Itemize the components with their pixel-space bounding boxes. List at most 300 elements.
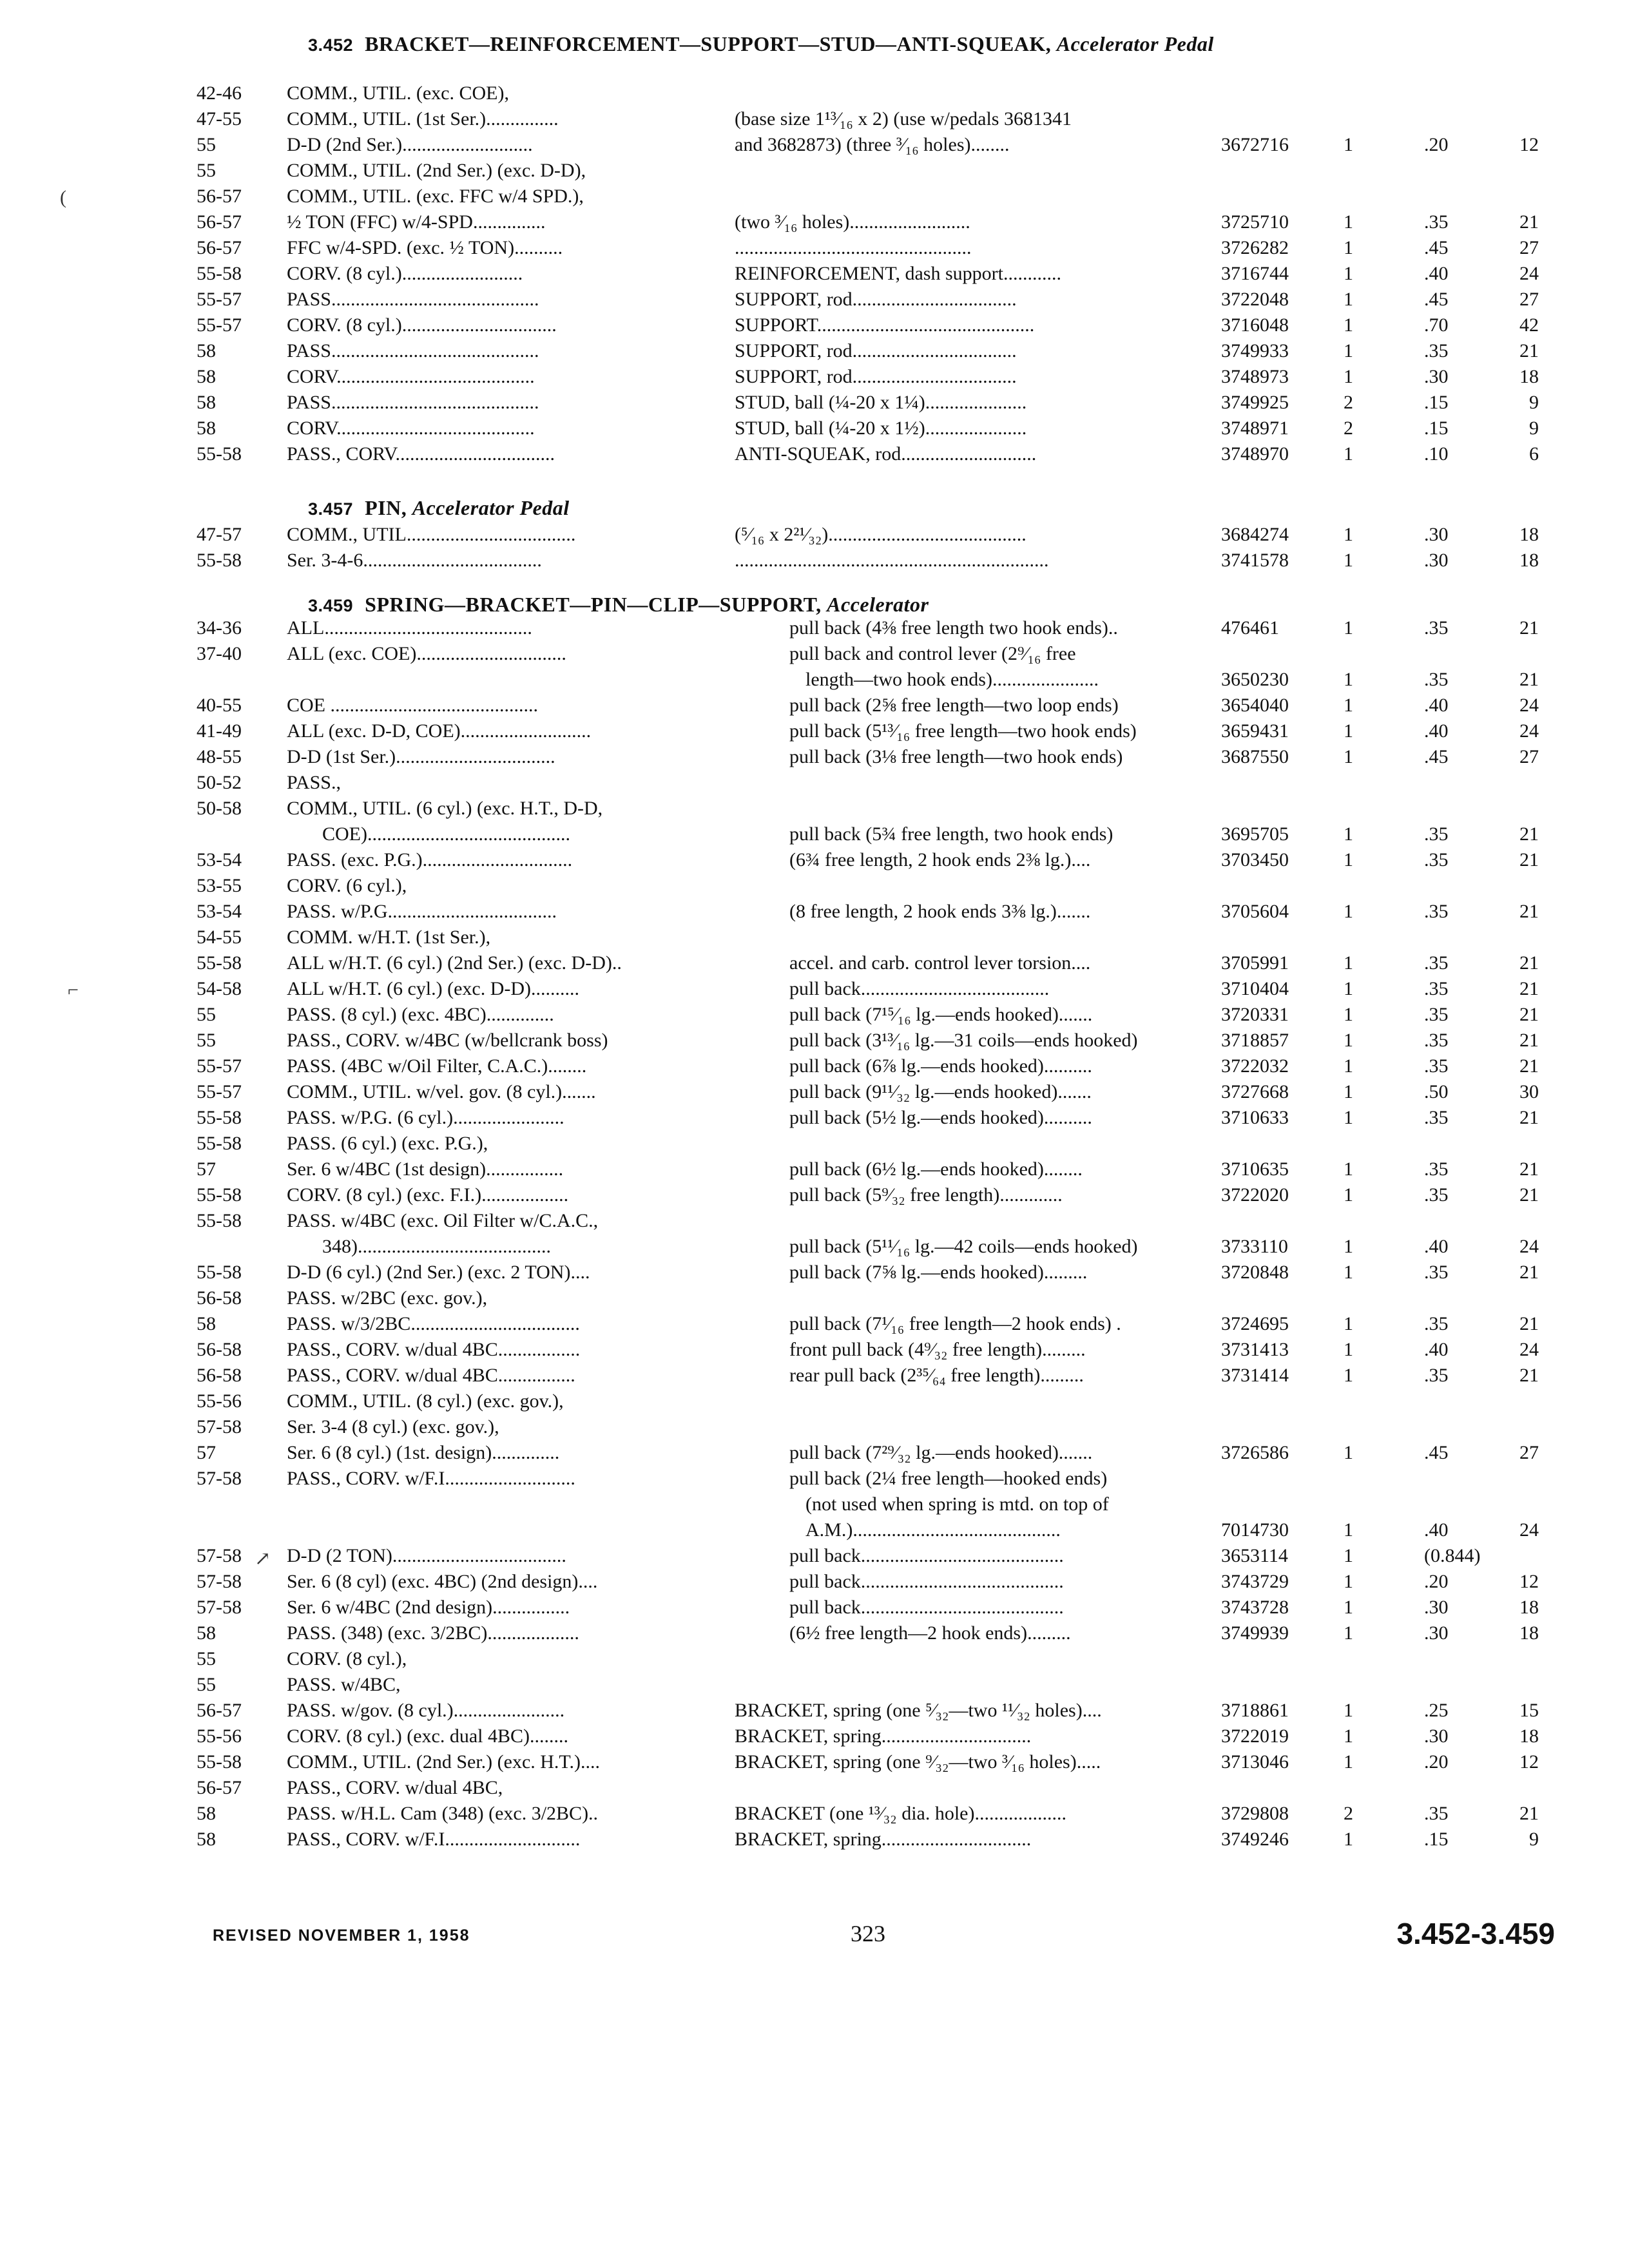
year-range: 58 bbox=[197, 1622, 216, 1644]
table-row bbox=[0, 899, 1629, 925]
table-row bbox=[0, 925, 1629, 950]
quantity: 1 bbox=[1344, 263, 1353, 284]
description: pull back and control lever (2⁹⁄₁₆ free bbox=[789, 643, 1076, 664]
list-price: .40 bbox=[1424, 263, 1449, 284]
quantity: 1 bbox=[1344, 1442, 1353, 1463]
application: Ser. 3-4-6..................................... bbox=[287, 550, 542, 571]
table-row bbox=[0, 364, 1629, 390]
description: pull back.......................................... bbox=[789, 1545, 1064, 1566]
quantity: 1 bbox=[1344, 1158, 1353, 1180]
list-price: .30 bbox=[1424, 524, 1449, 545]
part-number: 3749939 bbox=[1221, 1622, 1289, 1644]
description: pull back (7¹⁄₁₆ free length—2 hook ends) . bbox=[789, 1313, 1121, 1334]
part-number: 3710635 bbox=[1221, 1158, 1289, 1180]
table-row bbox=[0, 1208, 1629, 1234]
part-number: 3654040 bbox=[1221, 695, 1289, 716]
quantity: 1 bbox=[1344, 823, 1353, 845]
stray-mark: ↗ bbox=[255, 1548, 271, 1570]
section-title: BRACKET—REINFORCEMENT—SUPPORT—STUD—ANTI-SQUEAK, bbox=[365, 32, 1052, 55]
application: PASS........................................... bbox=[287, 340, 539, 361]
table-row bbox=[0, 1672, 1629, 1698]
application: CORV......................................... bbox=[287, 418, 535, 439]
table-row bbox=[0, 1646, 1629, 1672]
application: PASS. w/gov. (8 cyl.)....................... bbox=[287, 1700, 565, 1721]
description: ................................................. bbox=[735, 237, 972, 258]
application: ALL (exc. D-D, COE)........................... bbox=[287, 720, 592, 742]
labor-value: 21 bbox=[1519, 211, 1539, 233]
quantity: 1 bbox=[1344, 978, 1353, 999]
labor-value: 18 bbox=[1519, 1622, 1539, 1644]
labor-value: 18 bbox=[1519, 1725, 1539, 1747]
labor-value: 24 bbox=[1519, 1339, 1539, 1360]
year-range: 55 bbox=[197, 1030, 216, 1051]
labor-value: 24 bbox=[1519, 1236, 1539, 1257]
list-price: .30 bbox=[1424, 366, 1449, 387]
application: CORV. (6 cyl.), bbox=[287, 875, 407, 896]
quantity: 1 bbox=[1344, 1519, 1353, 1541]
part-number: 3650230 bbox=[1221, 669, 1289, 690]
quantity: 1 bbox=[1344, 1339, 1353, 1360]
application: PASS. (348) (exc. 3/2BC)................... bbox=[287, 1622, 579, 1644]
list-price: .35 bbox=[1424, 211, 1449, 233]
description: (not used when spring is mtd. on top of bbox=[805, 1494, 1109, 1515]
description: (⁵⁄₁₆ x 2²¹⁄₃₂)......................................... bbox=[735, 524, 1027, 545]
description: pull back (5½ lg.—ends hooked).......... bbox=[789, 1107, 1092, 1128]
year-range: 47-55 bbox=[197, 108, 242, 130]
year-range: 58 bbox=[197, 1313, 216, 1334]
application: ALL w/H.T. (6 cyl.) (2nd Ser.) (exc. D-D).. bbox=[287, 952, 622, 974]
year-range: 56-57 bbox=[197, 211, 242, 233]
labor-value: 15 bbox=[1519, 1700, 1539, 1721]
quantity: 1 bbox=[1344, 134, 1353, 155]
section-subtitle: Accelerator bbox=[827, 593, 929, 616]
table-row bbox=[0, 641, 1629, 667]
section-heading bbox=[308, 496, 570, 520]
year-range: 57-58 bbox=[197, 1545, 242, 1566]
description: BRACKET, spring............................... bbox=[735, 1829, 1032, 1850]
quantity: 1 bbox=[1344, 1030, 1353, 1051]
year-range: 57-58 bbox=[197, 1597, 242, 1618]
quantity: 1 bbox=[1344, 1700, 1353, 1721]
quantity: 1 bbox=[1344, 524, 1353, 545]
description: (6½ free length—2 hook ends)......... bbox=[789, 1622, 1071, 1644]
section-number: 3.452 bbox=[308, 35, 354, 55]
application: PASS. (8 cyl.) (exc. 4BC).............. bbox=[287, 1004, 554, 1025]
table-row bbox=[0, 1466, 1629, 1492]
list-price: .20 bbox=[1424, 134, 1449, 155]
year-range: 56-57 bbox=[197, 237, 242, 258]
table-row bbox=[0, 976, 1629, 1002]
part-number: 3741578 bbox=[1221, 550, 1289, 571]
part-number: 3718857 bbox=[1221, 1030, 1289, 1051]
description: pull back (7¹⁵⁄₁₆ lg.—ends hooked)....... bbox=[789, 1004, 1093, 1025]
application: PASS., CORV. w/F.I............................ bbox=[287, 1829, 581, 1850]
table-row bbox=[0, 184, 1629, 209]
table-row bbox=[0, 693, 1629, 718]
table-row bbox=[0, 1827, 1629, 1852]
quantity: 1 bbox=[1344, 237, 1353, 258]
labor-value: 21 bbox=[1519, 340, 1539, 361]
year-range: 56-57 bbox=[197, 1777, 242, 1798]
part-number: 3748971 bbox=[1221, 418, 1289, 439]
application: COMM., UTIL. (2nd Ser.) (exc. D-D), bbox=[287, 160, 586, 181]
labor-value: 24 bbox=[1519, 1519, 1539, 1541]
description: pull back (7⅝ lg.—ends hooked)......... bbox=[789, 1262, 1088, 1283]
list-price: .35 bbox=[1424, 1262, 1449, 1283]
table-row bbox=[0, 744, 1629, 770]
table-row bbox=[0, 158, 1629, 184]
year-range: 55 bbox=[197, 134, 216, 155]
table-row bbox=[0, 1414, 1629, 1440]
description: pull back.......................................... bbox=[789, 1597, 1064, 1618]
application: PASS., CORV. w/4BC (w/bellcrank boss) bbox=[287, 1030, 608, 1051]
application: PASS., CORV................................. bbox=[287, 443, 555, 465]
description: pull back (9¹¹⁄₃₂ lg.—ends hooked)....... bbox=[789, 1081, 1092, 1102]
application: PASS. (exc. P.G.)............................... bbox=[287, 849, 573, 870]
part-number: 3672716 bbox=[1221, 134, 1289, 155]
description: pull back (5¾ free length, two hook ends) bbox=[789, 823, 1113, 845]
description: pull back (2⅝ free length—two loop ends) bbox=[789, 695, 1119, 716]
part-number: 3695705 bbox=[1221, 823, 1289, 845]
quantity: 2 bbox=[1344, 418, 1353, 439]
description: accel. and carb. control lever torsion.... bbox=[789, 952, 1091, 974]
section-subtitle: Accelerator Pedal bbox=[1056, 32, 1214, 55]
table-row bbox=[0, 822, 1629, 847]
description: pull back (4⅜ free length two hook ends).. bbox=[789, 617, 1118, 639]
year-range: 55-58 bbox=[197, 1751, 242, 1773]
description: length—two hook ends)...................... bbox=[805, 669, 1099, 690]
year-range: 55-56 bbox=[197, 1390, 242, 1412]
table-row bbox=[0, 338, 1629, 364]
description: pull back (7²⁹⁄₃₂ lg.—ends hooked)....... bbox=[789, 1442, 1093, 1463]
labor-value: 12 bbox=[1519, 134, 1539, 155]
list-price: .35 bbox=[1424, 1107, 1449, 1128]
application: Ser. 3-4 (8 cyl.) (exc. gov.), bbox=[287, 1416, 499, 1437]
application: COMM., UTIL. (1st Ser.)............... bbox=[287, 108, 559, 130]
list-price: .35 bbox=[1424, 1313, 1449, 1334]
list-price: .35 bbox=[1424, 952, 1449, 974]
application: COMM., UTIL. w/vel. gov. (8 cyl.)....... bbox=[287, 1081, 596, 1102]
quantity: 1 bbox=[1344, 1365, 1353, 1386]
quantity: 1 bbox=[1344, 1571, 1353, 1592]
table-row bbox=[0, 950, 1629, 976]
application: PASS. w/4BC, bbox=[287, 1674, 401, 1695]
description: (6¾ free length, 2 hook ends 2⅜ lg.).... bbox=[789, 849, 1091, 870]
year-range: 56-58 bbox=[197, 1287, 242, 1309]
list-price: .15 bbox=[1424, 392, 1449, 413]
labor-value: 18 bbox=[1519, 550, 1539, 571]
year-range: 55 bbox=[197, 1648, 216, 1669]
part-number: 3733110 bbox=[1221, 1236, 1288, 1257]
quantity: 1 bbox=[1344, 550, 1353, 571]
application: ALL........................................... bbox=[287, 617, 532, 639]
labor-value: 21 bbox=[1519, 617, 1539, 639]
application: PASS. (6 cyl.) (exc. P.G.), bbox=[287, 1133, 488, 1154]
table-row bbox=[0, 1749, 1629, 1775]
application: Ser. 6 (8 cyl) (exc. 4BC) (2nd design).... bbox=[287, 1571, 598, 1592]
application: CORV......................................... bbox=[287, 366, 535, 387]
list-price: .10 bbox=[1424, 443, 1449, 465]
part-number: 3724695 bbox=[1221, 1313, 1289, 1334]
year-range: 55-58 bbox=[197, 1133, 242, 1154]
description: BRACKET (one ¹³⁄₃₂ dia. hole)................... bbox=[735, 1803, 1066, 1824]
table-row bbox=[0, 390, 1629, 416]
year-range: 34-36 bbox=[197, 617, 242, 639]
table-row bbox=[0, 1105, 1629, 1131]
labor-value: 24 bbox=[1519, 695, 1539, 716]
table-row bbox=[0, 615, 1629, 641]
year-range: 41-49 bbox=[197, 720, 242, 742]
application: D-D (1st Ser.)................................. bbox=[287, 746, 555, 767]
part-number: 3722020 bbox=[1221, 1184, 1289, 1206]
list-price: .35 bbox=[1424, 1365, 1449, 1386]
quantity: 1 bbox=[1344, 669, 1353, 690]
labor-value: 18 bbox=[1519, 366, 1539, 387]
quantity: 1 bbox=[1344, 1545, 1353, 1566]
part-number: 3713046 bbox=[1221, 1751, 1289, 1773]
labor-value: 9 bbox=[1529, 392, 1539, 413]
quantity: 1 bbox=[1344, 695, 1353, 716]
year-range: 56-58 bbox=[197, 1365, 242, 1386]
quantity: 1 bbox=[1344, 1004, 1353, 1025]
table-row bbox=[0, 1620, 1629, 1646]
part-number: 3748973 bbox=[1221, 366, 1289, 387]
year-range: 57 bbox=[197, 1442, 216, 1463]
application: PASS. (4BC w/Oil Filter, C.A.C.)........ bbox=[287, 1055, 587, 1077]
table-row bbox=[0, 1311, 1629, 1337]
description: pull back (6⅞ lg.—ends hooked).......... bbox=[789, 1055, 1092, 1077]
table-row bbox=[0, 1698, 1629, 1724]
year-range: 58 bbox=[197, 1829, 216, 1850]
part-number: 3687550 bbox=[1221, 746, 1289, 767]
table-row bbox=[0, 1234, 1629, 1260]
quantity: 1 bbox=[1344, 1622, 1353, 1644]
section-number: 3.457 bbox=[308, 499, 354, 519]
year-range: 42-46 bbox=[197, 82, 242, 104]
part-number: 3703450 bbox=[1221, 849, 1289, 870]
quantity: 1 bbox=[1344, 340, 1353, 361]
application: PASS., CORV. w/F.I........................... bbox=[287, 1468, 575, 1489]
table-row bbox=[0, 770, 1629, 796]
labor-value: 30 bbox=[1519, 1081, 1539, 1102]
year-range: 55-58 bbox=[197, 1184, 242, 1206]
application: COMM. w/H.T. (1st Ser.), bbox=[287, 927, 491, 948]
quantity: 1 bbox=[1344, 1184, 1353, 1206]
part-number: 3710633 bbox=[1221, 1107, 1289, 1128]
year-range: 58 bbox=[197, 340, 216, 361]
application: COMM., UTIL................................... bbox=[287, 524, 576, 545]
year-range: 50-58 bbox=[197, 798, 242, 819]
section-number: 3.459 bbox=[308, 596, 354, 615]
table-row bbox=[0, 1157, 1629, 1182]
labor-value: 21 bbox=[1519, 1004, 1539, 1025]
year-range: 55-58 bbox=[197, 550, 242, 571]
list-price: .40 bbox=[1424, 720, 1449, 742]
year-range: 55-57 bbox=[197, 1055, 242, 1077]
table-row bbox=[0, 796, 1629, 822]
quantity: 1 bbox=[1344, 1597, 1353, 1618]
list-price: .35 bbox=[1424, 1030, 1449, 1051]
page-number: 323 bbox=[851, 1921, 885, 1946]
list-price: .30 bbox=[1424, 1622, 1449, 1644]
year-range: 55-57 bbox=[197, 314, 242, 336]
application: COMM., UTIL. (8 cyl.) (exc. gov.), bbox=[287, 1390, 564, 1412]
description: (two ³⁄₁₆ holes)......................... bbox=[735, 211, 970, 233]
description: pull back.......................................... bbox=[789, 1571, 1064, 1592]
labor-value: 21 bbox=[1519, 669, 1539, 690]
labor-value: 18 bbox=[1519, 524, 1539, 545]
table-row bbox=[0, 1053, 1629, 1079]
year-range: 55 bbox=[197, 160, 216, 181]
section-range: 3.452-3.459 bbox=[1396, 1917, 1555, 1950]
year-range: 58 bbox=[197, 366, 216, 387]
quantity: 1 bbox=[1344, 1081, 1353, 1102]
list-price: .50 bbox=[1424, 1081, 1449, 1102]
year-range: 55-58 bbox=[197, 1210, 242, 1231]
part-number: 3718861 bbox=[1221, 1700, 1289, 1721]
table-row bbox=[0, 1801, 1629, 1827]
quantity: 1 bbox=[1344, 366, 1353, 387]
labor-value: 9 bbox=[1529, 418, 1539, 439]
list-price: .30 bbox=[1424, 550, 1449, 571]
year-range: 55 bbox=[197, 1004, 216, 1025]
table-row bbox=[0, 81, 1629, 106]
description: SUPPORT, rod.................................. bbox=[735, 366, 1017, 387]
labor-value: 24 bbox=[1519, 263, 1539, 284]
quantity: 1 bbox=[1344, 720, 1353, 742]
table-row bbox=[0, 312, 1629, 338]
application: COMM., UTIL. (6 cyl.) (exc. H.T., D-D, bbox=[287, 798, 603, 819]
list-price: .70 bbox=[1424, 314, 1449, 336]
table-row bbox=[0, 1079, 1629, 1105]
application: FFC w/4-SPD. (exc. ½ TON).......... bbox=[287, 237, 563, 258]
quantity: 1 bbox=[1344, 617, 1353, 639]
year-range: 55-58 bbox=[197, 1262, 242, 1283]
list-price: .40 bbox=[1424, 1519, 1449, 1541]
table-row bbox=[0, 1543, 1629, 1569]
application: PASS. w/H.L. Cam (348) (exc. 3/2BC).. bbox=[287, 1803, 599, 1824]
description: pull back (3⅛ free length—two hook ends) bbox=[789, 746, 1123, 767]
description: REINFORCEMENT, dash support............ bbox=[735, 263, 1061, 284]
part-number: 3710404 bbox=[1221, 978, 1289, 999]
quantity: 2 bbox=[1344, 1803, 1353, 1824]
quantity: 1 bbox=[1344, 1751, 1353, 1773]
table-row bbox=[0, 1724, 1629, 1749]
application: COE ........................................... bbox=[287, 695, 538, 716]
application: ALL w/H.T. (6 cyl.) (exc. D-D).......... bbox=[287, 978, 580, 999]
table-row bbox=[0, 1775, 1629, 1801]
application: COMM., UTIL. (exc. COE), bbox=[287, 82, 509, 104]
description: (8 free length, 2 hook ends 3⅜ lg.)....... bbox=[789, 901, 1091, 922]
part-number: 476461 bbox=[1221, 617, 1279, 639]
part-number: 7014730 bbox=[1221, 1519, 1289, 1541]
description: pull back (3¹³⁄₁₆ lg.—31 coils—ends hooked) bbox=[789, 1030, 1138, 1051]
description: pull back (6½ lg.—ends hooked)........ bbox=[789, 1158, 1083, 1180]
application: Ser. 6 w/4BC (2nd design)................ bbox=[287, 1597, 570, 1618]
application: CORV. (8 cyl.)................................ bbox=[287, 314, 557, 336]
application: PASS. w/4BC (exc. Oil Filter w/C.A.C., bbox=[287, 1210, 599, 1231]
description: SUPPORT............................................. bbox=[735, 314, 1035, 336]
quantity: 1 bbox=[1344, 952, 1353, 974]
list-price: .35 bbox=[1424, 901, 1449, 922]
labor-value: 27 bbox=[1519, 237, 1539, 258]
labor-value: 21 bbox=[1519, 1158, 1539, 1180]
list-price: .35 bbox=[1424, 823, 1449, 845]
section-heading bbox=[308, 593, 929, 617]
year-range: 55-58 bbox=[197, 263, 242, 284]
labor-value: 18 bbox=[1519, 1597, 1539, 1618]
list-price: .45 bbox=[1424, 289, 1449, 310]
year-range: 53-55 bbox=[197, 875, 242, 896]
year-range: 53-54 bbox=[197, 901, 242, 922]
description: pull back (5⁹⁄₃₂ free length)............. bbox=[789, 1184, 1063, 1206]
labor-value: 21 bbox=[1519, 1055, 1539, 1077]
part-number: 3722048 bbox=[1221, 289, 1289, 310]
part-number: 3743729 bbox=[1221, 1571, 1289, 1592]
application: PASS. w/P.G................................... bbox=[287, 901, 557, 922]
table-row bbox=[0, 441, 1629, 467]
part-number: 3705991 bbox=[1221, 952, 1289, 974]
labor-value: 21 bbox=[1519, 978, 1539, 999]
table-row bbox=[0, 548, 1629, 573]
application: PASS. w/P.G. (6 cyl.)....................... bbox=[287, 1107, 564, 1128]
section-title: PIN, bbox=[365, 496, 407, 519]
labor-value: 21 bbox=[1519, 823, 1539, 845]
table-row bbox=[0, 718, 1629, 744]
year-range: 55-58 bbox=[197, 443, 242, 465]
year-range: 55-58 bbox=[197, 1107, 242, 1128]
part-number: 3722019 bbox=[1221, 1725, 1289, 1747]
application: COMM., UTIL. (2nd Ser.) (exc. H.T.).... bbox=[287, 1751, 601, 1773]
description: SUPPORT, rod.................................. bbox=[735, 340, 1017, 361]
list-price: .15 bbox=[1424, 1829, 1449, 1850]
table-row bbox=[0, 1595, 1629, 1620]
description: BRACKET, spring............................... bbox=[735, 1725, 1032, 1747]
list-price: .45 bbox=[1424, 1442, 1449, 1463]
application: PASS., CORV. w/dual 4BC................ bbox=[287, 1365, 575, 1386]
part-number: 3731414 bbox=[1221, 1365, 1289, 1386]
year-range: 55-57 bbox=[197, 289, 242, 310]
application: CORV. (8 cyl.)......................... bbox=[287, 263, 523, 284]
part-number: 3729808 bbox=[1221, 1803, 1289, 1824]
part-number: 3722032 bbox=[1221, 1055, 1289, 1077]
application: CORV. (8 cyl.) (exc. F.I.).................. bbox=[287, 1184, 569, 1206]
quantity: 2 bbox=[1344, 392, 1353, 413]
description: and 3682873) (three ³⁄₁₆ holes)........ bbox=[735, 134, 1010, 155]
year-range: 55-58 bbox=[197, 952, 242, 974]
description: front pull back (4⁹⁄₃₂ free length)......... bbox=[789, 1339, 1086, 1360]
year-range: 55-57 bbox=[197, 1081, 242, 1102]
section-title: SPRING—BRACKET—PIN—CLIP—SUPPORT, bbox=[365, 593, 822, 616]
part-number: 3749246 bbox=[1221, 1829, 1289, 1850]
description: SUPPORT, rod.................................. bbox=[735, 289, 1017, 310]
quantity: 1 bbox=[1344, 746, 1353, 767]
section-subtitle: Accelerator Pedal bbox=[412, 496, 570, 519]
labor-value: 21 bbox=[1519, 849, 1539, 870]
list-price: .40 bbox=[1424, 695, 1449, 716]
stray-mark: ( bbox=[60, 187, 66, 208]
part-number: 3726282 bbox=[1221, 237, 1289, 258]
application: PASS. w/2BC (exc. gov.), bbox=[287, 1287, 488, 1309]
year-range: 56-58 bbox=[197, 1339, 242, 1360]
table-row bbox=[0, 106, 1629, 132]
application: ALL (exc. COE)............................... bbox=[287, 643, 566, 664]
labor-value: 21 bbox=[1519, 1313, 1539, 1334]
labor-value: 24 bbox=[1519, 720, 1539, 742]
quantity: 1 bbox=[1344, 443, 1353, 465]
application: CORV. (8 cyl.) (exc. dual 4BC)........ bbox=[287, 1725, 568, 1747]
list-price: .35 bbox=[1424, 1055, 1449, 1077]
